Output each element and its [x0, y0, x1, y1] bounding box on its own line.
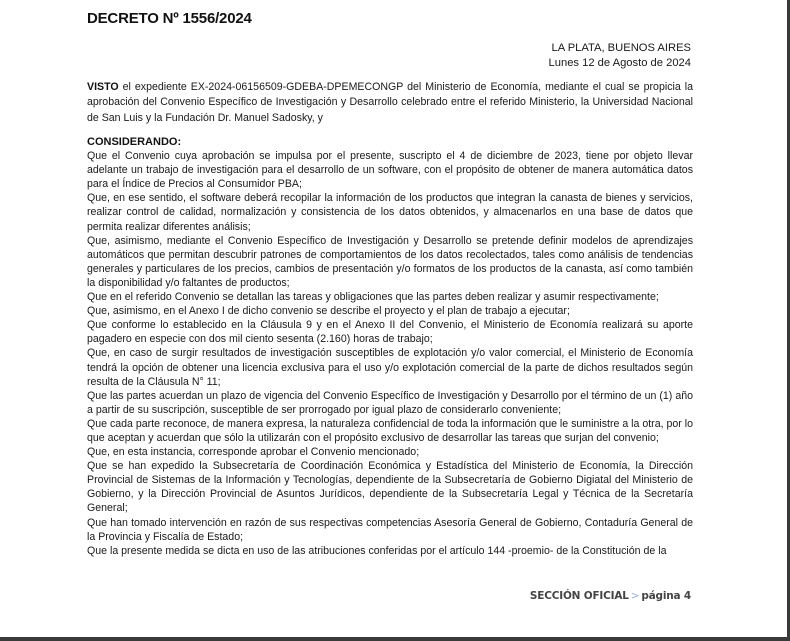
considerando-paragraph: Que, en ese sentido, el software deberá recopilar la información de los productos que integran la canasta de bienes y servicios, realizar control de calidad, normalización y consistencia de los datos obtenidos, y almacenarlos en una base de datos que permita realizar diferentes análisis; [87, 192, 693, 233]
visto-paragraph [87, 80, 693, 126]
considerando-paragraph: Que la presente medida se dicta en uso de las atribuciones conferidas por el artículo 144 -proemio- de la Constitución de la [87, 544, 667, 557]
section-label: SECCIÓN OFICIAL [529, 590, 629, 602]
considerando-paragraph: Que las partes acuerdan un plazo de vigencia del Convenio Específico de Investigación y Desarrollo por el término de un (1) año a partir de su suscripción, susceptible de ser prorrogado por igual plazo de considerarlo conveniente; [87, 389, 693, 416]
considerando-paragraph: Que, en caso de surgir resultados de investigación susceptibles de explotación y/o valor comercial, el Ministerio de Economía tendrá la opción de obtener una licencia exclusiva para el uso y/o explotación comercial de la parte de dichos resultados según resulta de la Cláusula N° 11; [87, 347, 693, 388]
place-label: LA PLATA, BUENOS AIRES [551, 42, 691, 54]
considerando-heading: CONSIDERANDO: [87, 136, 182, 148]
decree-title: DECRETO Nº 1556/2024 [87, 10, 252, 27]
considerando-paragraph: Que, asimismo, mediante el Convenio Específico de Investigación y Desarrollo se pretende definir modelos de aprendizajes automáticos que permitan descubrir patrones de comportamientos de los datos recolectados, tales como análisis de tendencias generales y particulares de los precios, cambios de presentación y/o formatos de los productos de la canasta, así como también la disponibilidad y/o faltantes de productos; [87, 234, 693, 289]
considerando-paragraph: Que se han expedido la Subsecretaría de Coordinación Económica y Estadística del Ministerio de Economía, la Dirección Provincial de Sistemas de la Información y Tecnologías, dependiente de la Subsecretaría de Gobierno Digiatal del Ministerio de Gobierno, y la Dirección Provincial de Asuntos Jurídicos, dependiente de la Subsecretaría Legal y Técnica de la Secretaría General; [87, 460, 693, 515]
considerando-paragraph: Que cada parte reconoce, de manera expresa, la naturaleza confidencial de toda la información que le suministre a la otra, por lo que aceptan y acuerdan que sólo la utilizarán con el propósito exclusivo de desarrollar las tareas que surjan del convenio; [87, 417, 693, 444]
visto-label: VISTO [87, 81, 119, 93]
considerando-paragraph: Que conforme lo establecido en la Cláusula 9 y en el Anexo II del Convenio, el Ministerio de Economía realizará su aporte pagadero en especie con dos mil ciento sesenta (2.160) horas de trabajo; [87, 319, 693, 346]
date-label: Lunes 12 de Agosto de 2024 [548, 57, 691, 69]
considerando-paragraph: Que, en esta instancia, corresponde aprobar el Convenio mencionado; [87, 446, 420, 459]
page-number: página 4 [641, 590, 691, 602]
considerando-paragraph: Que, asimismo, en el Anexo I de dicho convenio se describe el proyecto y el plan de trabajo a ejecutar; [87, 305, 570, 318]
page-footer [530, 590, 691, 602]
considerando-paragraph: Que el Convenio cuya aprobación se impulsa por el presente, suscripto el 4 de diciembre de 2023, tiene por objeto llevar adelante un trabajo de investigación para el desarrollo de un software, con el propósito de obtener de manera automática datos para el Índice de Precios al Consumidor PBA; [87, 150, 693, 191]
place-date-block [549, 41, 691, 71]
breadcrumb-separator-icon: > [630, 590, 640, 602]
visto-text: el expediente EX-2024-06156509-GDEBA-DPEMECONGP del Ministerio de Economía, mediante el cual se propicia la aprobación del Convenio Específico de Investigación y Desarrollo celebrado entre el referido Ministerio, la Universidad Nacional de San Luis y la Fundación Dr. Manuel Sadosky, y [87, 81, 693, 124]
considerando-paragraph: Que en el referido Convenio se detallan las tareas y obligaciones que las partes deben realizar y asumir respectivamente; [87, 291, 659, 304]
considerando-section [87, 135, 693, 558]
considerando-paragraph: Que han tomado intervención en razón de sus respectivas competencias Asesoría General de Gobierno, Contaduría General de la Provincia y Fiscalía de Estado; [87, 516, 693, 543]
